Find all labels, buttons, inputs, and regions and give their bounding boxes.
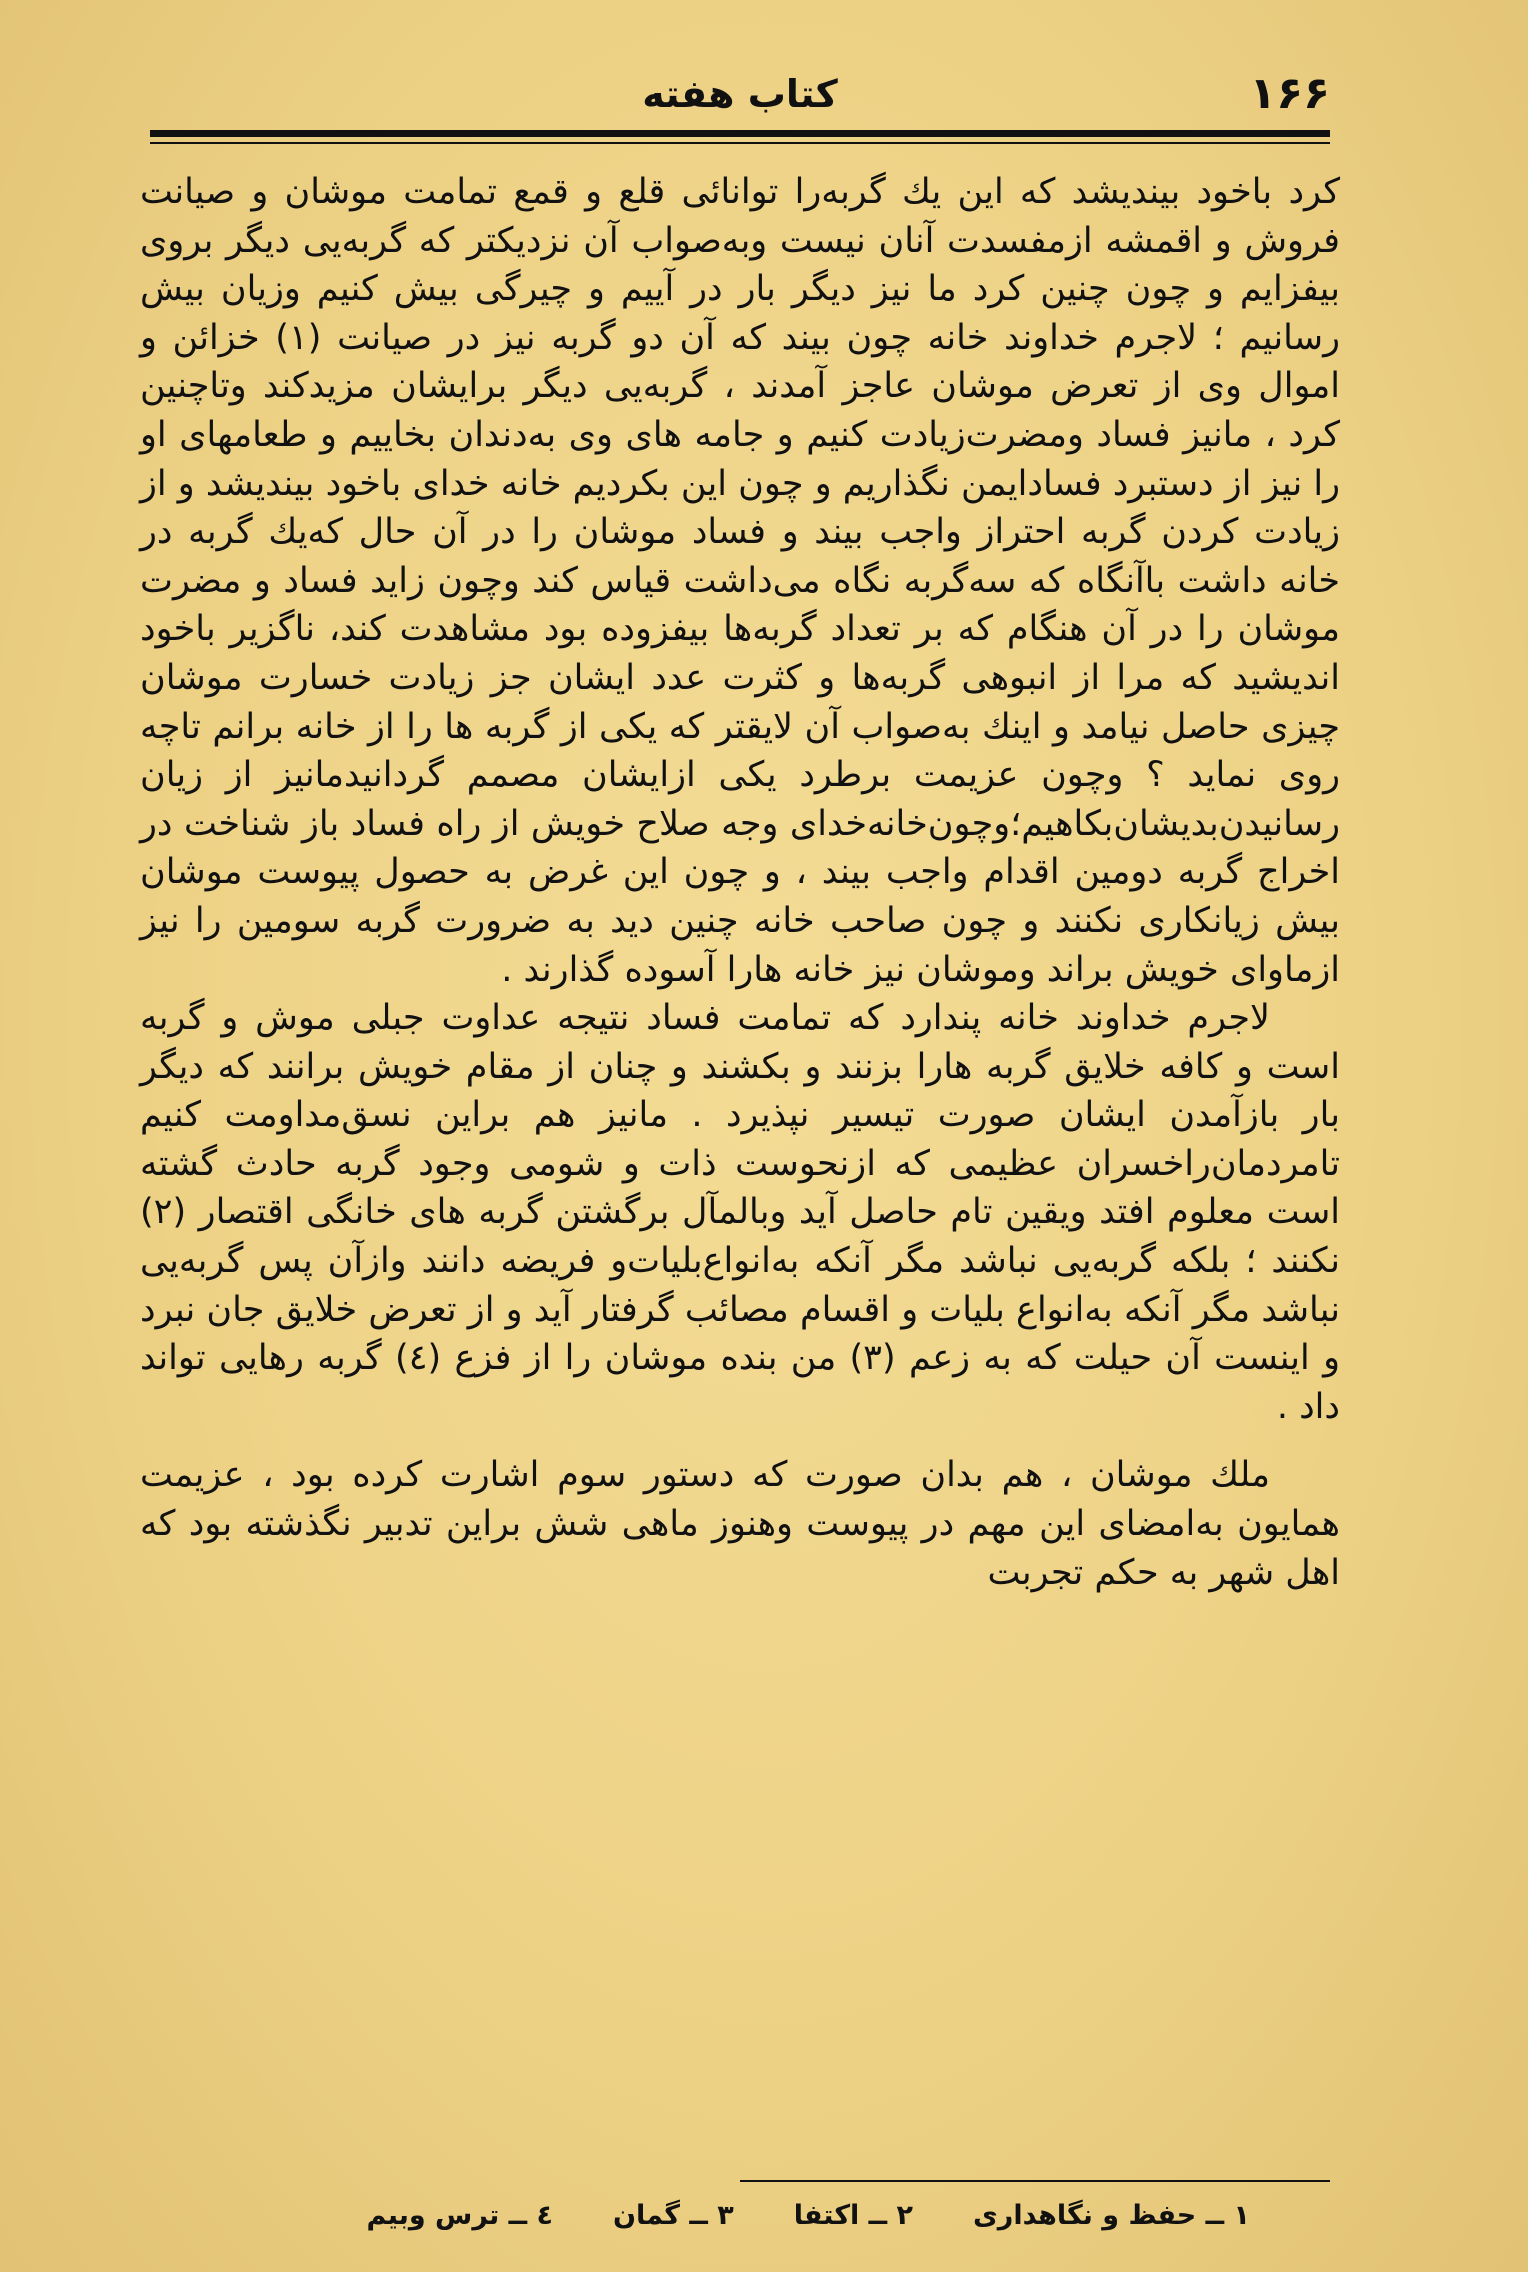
- footnote-2: ۲ ــ اکتفا: [793, 2200, 914, 2231]
- page-number: ۱۶۶: [1249, 68, 1330, 119]
- footnotes: [230, 2200, 1250, 2231]
- header-rule-thin: [150, 142, 1330, 144]
- running-title: کتاب هفته: [642, 72, 838, 116]
- footnote-4: ٤ ــ ترس وبیم: [366, 2200, 553, 2231]
- header-rule-thick: [150, 130, 1330, 137]
- paragraph-2: لاجرم خداوند خانه پندارد که تمامت فساد نتیجه عداوت جبلی موش و گربه است و کافه خلایق گربه هارا بزنند و بکشند و چنان از مقام خویش برانند که دیگر بار بازآمدن ایشان صورت تیسیر نپذیرد . مانیز هم براین نسق‌مداومت کنیم تامردمان‌راخسران عظیمی که ازنحوست ذات و شومی وجود گربه حادث گشته است معلوم افتد ویقین تام حاصل آید وبالمآل برگشتن گربه های خانگی اقتصار (۲) نکنند ؛ بلکه گربه‌یی نباشد مگر آنکه به‌انواع‌بلیات‌و فریضه دانند وازآن پس گربه‌یی نباشد مگر آنکه به‌انواع بلیات و اقسام مصائب گرفتار آید و از تعرض خلایق جان نبرد و اینست آن حیلت که به زعم (۳) من بنده موشان را از فزع (٤) گربه رهایی تواند داد .: [140, 998, 1340, 1427]
- body-text: [140, 168, 1340, 1597]
- footnote-1: ۱ ــ حفظ و نگاهداری: [973, 2200, 1250, 2231]
- page-header: [150, 58, 1330, 128]
- paragraph-3: ملك موشان ، هم بدان صورت که دستور سوم اشارت کرده بود ، عزیمت همایون به‌امضای این مهم در پیوست وهنوز ماهی شش براین تدبیر نگذشته بود که اهل شهر به حکم تجربت: [140, 1455, 1340, 1593]
- footnote-3: ۳ ــ گمان: [613, 2200, 734, 2231]
- paragraph-1: کرد باخود بیندیشد که این یك گربه‌را توانائی قلع و قمع تمامت موشان و صیانت فروش و اقمشه ازمفسدت آنان نیست وبه‌صواب آن نزدیکتر که گربه‌یی دیگر بروی بیفزایم و چون چنین کرد ما نیز دیگر بار در آییم و چیرگی بیش کنیم وزیان بیش رسانیم ؛ لاجرم خداوند خانه چون بیند که آن دو گربه نیز در صیانت (۱) خزائن و اموال وی از تعرض موشان عاجز آمدند ، گربه‌یی دیگر برایشان مزیدکند وتاچنین کرد ، مانیز فساد ومضرت‌زیادت کنیم و جامه های وی به‌دندان بخاییم و طعامهای او را نیز از دستبرد فسادایمن نگذاریم و چون این بکردیم خانه خدای باخود بیندیشد و از زیادت کردن گربه احتراز واجب بیند و فساد موشان را در آن حال که‌یك گربه در خانه داشت باآنگاه که سه‌گربه نگاه می‌داشت قیاس کند وچون زاید فساد و مضرت موشان را در آن هنگام که بر تعداد گربه‌ها بیفزوده بود مشاهدت کند، ناگزیر باخود اندیشید که مرا از انبوهی گربه‌ها و کثرت عدد ایشان جز زیادت خسارت موشان چیزی حاصل نیامد و اینك به‌صواب آن لایقتر که یکی از گربه ها را از خانه برانم تاچه روی نماید ؟ وچون عزیمت برطرد یکی ازایشان مصمم گردانیدمانیز از زیان رسانیدن‌بدیشان‌بکاهیم؛وچون‌خانه‌خدای وجه صلاح خویش از راه فساد باز شناخت در اخراج گربه دومین اقدام واجب بیند ، و چون این غرض به حصول پیوست موشان بیش زیانکاری نکنند و چون صاحب خانه چنین دید به ضرورت گربه سومین را نیز ازماوای خویش براند وموشان نیز خانه هارا آسوده گذارند .: [140, 172, 1340, 990]
- footnote-rule: [740, 2180, 1330, 2182]
